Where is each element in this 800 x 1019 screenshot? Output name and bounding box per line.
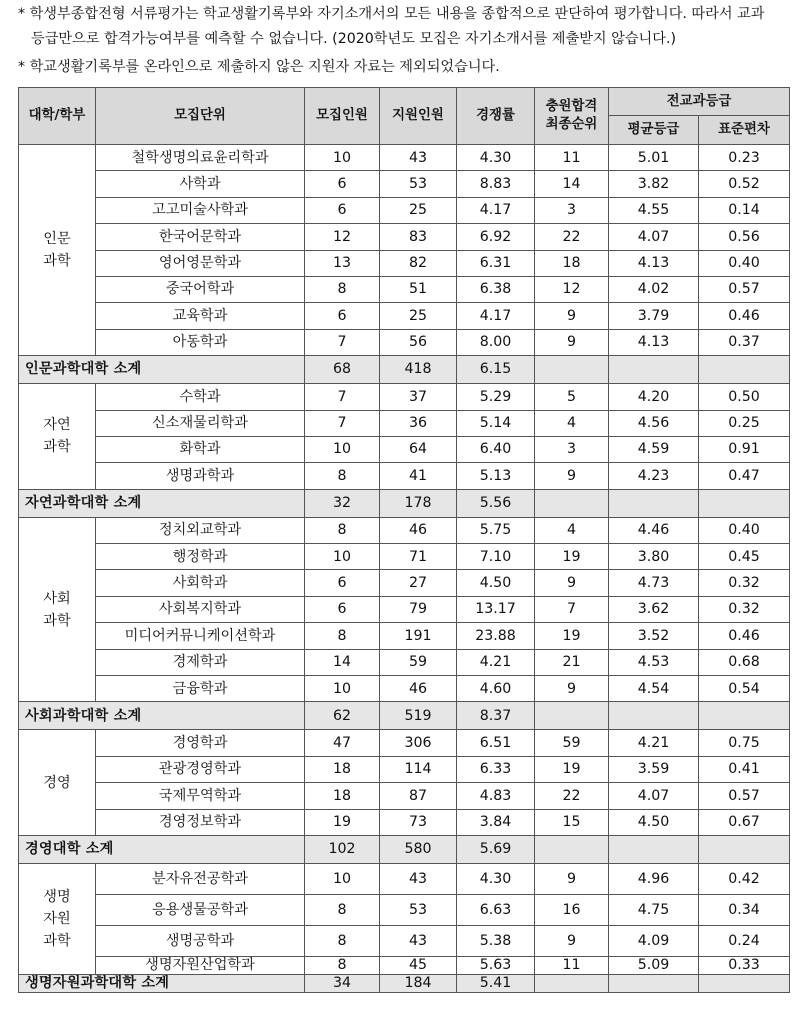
- subtotal-applicants: 519: [380, 702, 457, 730]
- unit-cell: 아동학과: [96, 329, 305, 355]
- table-row: [19, 329, 790, 355]
- note-1: * 학생부종합전형 서류평가는 학교생활기록부와 자기소개서의 모든 내용을 종합적으로 판단하여 평가합니다. 따라서 교과 등급만으로 합격가능여부를 예측할 수 없습니다. (2020학년도 모집은 자기소개서를 제출받지 않습니다.): [18, 6, 765, 47]
- subtotal-label: 생명자원과학대학 소계: [19, 974, 305, 992]
- avg-cell: 4.13: [609, 329, 699, 355]
- table-row: [19, 171, 790, 197]
- avg-cell: 4.20: [609, 384, 699, 410]
- table-row: [19, 145, 790, 171]
- sd-cell: 0.68: [699, 649, 790, 675]
- ratio-cell: 13.17: [457, 596, 535, 622]
- avg-cell: 5.09: [609, 956, 699, 974]
- rank-cell: 4: [535, 410, 609, 436]
- table-row: [19, 384, 790, 410]
- quota-cell: 14: [305, 649, 380, 675]
- unit-cell: 미디어커뮤니케이션학과: [96, 623, 305, 649]
- avg-cell: 3.79: [609, 303, 699, 329]
- unit-cell: 경제학과: [96, 649, 305, 675]
- avg-cell: 5.01: [609, 145, 699, 171]
- rank-cell: 16: [535, 894, 609, 925]
- applicants-cell: 59: [380, 649, 457, 675]
- unit-cell: 신소재물리학과: [96, 410, 305, 436]
- quota-cell: 10: [305, 436, 380, 462]
- rank-cell: 3: [535, 197, 609, 223]
- rank-cell: 7: [535, 596, 609, 622]
- sd-cell: 0.14: [699, 197, 790, 223]
- subtotal-blank-cell: [699, 356, 790, 384]
- quota-cell: 8: [305, 517, 380, 543]
- sd-cell: 0.37: [699, 329, 790, 355]
- subtotal-blank-cell: [609, 489, 699, 517]
- ratio-cell: 3.84: [457, 809, 535, 835]
- rank-cell: 9: [535, 676, 609, 702]
- table-row: [19, 197, 790, 223]
- rank-cell: 19: [535, 623, 609, 649]
- rank-cell: 9: [535, 863, 609, 894]
- unit-cell: 화학과: [96, 436, 305, 462]
- quota-cell: 8: [305, 956, 380, 974]
- quota-cell: 7: [305, 329, 380, 355]
- subtotal-applicants: 580: [380, 835, 457, 863]
- avg-cell: 4.73: [609, 570, 699, 596]
- avg-cell: 3.59: [609, 756, 699, 782]
- rank-cell: 4: [535, 517, 609, 543]
- sd-cell: 0.45: [699, 544, 790, 570]
- rank-cell: 19: [535, 756, 609, 782]
- applicants-cell: 306: [380, 730, 457, 756]
- college-cell: 생명 자원 과학: [19, 863, 96, 974]
- ratio-cell: 6.51: [457, 730, 535, 756]
- ratio-cell: 4.60: [457, 676, 535, 702]
- header-ratio: 경쟁률: [457, 88, 535, 145]
- unit-cell: 생명공학과: [96, 925, 305, 956]
- college-cell: 경영: [19, 730, 96, 836]
- applicants-cell: 87: [380, 783, 457, 809]
- quota-cell: 6: [305, 596, 380, 622]
- ratio-cell: 5.13: [457, 463, 535, 489]
- subtotal-label: 사회과학대학 소계: [19, 702, 305, 730]
- applicants-cell: 191: [380, 623, 457, 649]
- applicants-cell: 71: [380, 544, 457, 570]
- ratio-cell: 6.92: [457, 224, 535, 250]
- subtotal-ratio: 8.37: [457, 702, 535, 730]
- unit-cell: 사회복지학과: [96, 596, 305, 622]
- rank-cell: 19: [535, 544, 609, 570]
- applicants-cell: 43: [380, 145, 457, 171]
- rank-cell: 15: [535, 809, 609, 835]
- subtotal-applicants: 418: [380, 356, 457, 384]
- subtotal-blank-cell: [609, 702, 699, 730]
- quota-cell: 6: [305, 197, 380, 223]
- avg-cell: 4.96: [609, 863, 699, 894]
- unit-cell: 한국어문학과: [96, 224, 305, 250]
- sd-cell: 0.46: [699, 303, 790, 329]
- quota-cell: 6: [305, 171, 380, 197]
- subtotal-quota: 102: [305, 835, 380, 863]
- table-body: [19, 145, 790, 993]
- avg-cell: 4.55: [609, 197, 699, 223]
- subtotal-row: [19, 835, 790, 863]
- quota-cell: 8: [305, 925, 380, 956]
- table-row: [19, 224, 790, 250]
- subtotal-label: 경영대학 소계: [19, 835, 305, 863]
- table-row: [19, 863, 790, 894]
- subtotal-label: 인문과학대학 소계: [19, 356, 305, 384]
- rank-cell: 22: [535, 783, 609, 809]
- subtotal-blank-cell: [699, 702, 790, 730]
- ratio-cell: 8.83: [457, 171, 535, 197]
- applicants-cell: 27: [380, 570, 457, 596]
- college-cell: 사회 과학: [19, 517, 96, 702]
- unit-cell: 분자유전공학과: [96, 863, 305, 894]
- rank-cell: 9: [535, 303, 609, 329]
- rank-cell: 11: [535, 956, 609, 974]
- sd-cell: 0.67: [699, 809, 790, 835]
- applicants-cell: 37: [380, 384, 457, 410]
- subtotal-label: 자연과학대학 소계: [19, 489, 305, 517]
- quota-cell: 18: [305, 783, 380, 809]
- subtotal-quota: 32: [305, 489, 380, 517]
- applicants-cell: 56: [380, 329, 457, 355]
- unit-cell: 철학생명의료윤리학과: [96, 145, 305, 171]
- ratio-cell: 5.63: [457, 956, 535, 974]
- unit-cell: 중국어학과: [96, 276, 305, 302]
- ratio-cell: 7.10: [457, 544, 535, 570]
- applicants-cell: 64: [380, 436, 457, 462]
- quota-cell: 47: [305, 730, 380, 756]
- subtotal-blank-cell: [535, 974, 609, 992]
- ratio-cell: 6.63: [457, 894, 535, 925]
- subtotal-applicants: 178: [380, 489, 457, 517]
- quota-cell: 6: [305, 570, 380, 596]
- sd-cell: 0.40: [699, 517, 790, 543]
- header-sd: 표준편차: [699, 116, 790, 145]
- table-row: [19, 463, 790, 489]
- subtotal-quota: 34: [305, 974, 380, 992]
- ratio-cell: 23.88: [457, 623, 535, 649]
- quota-cell: 10: [305, 544, 380, 570]
- quota-cell: 10: [305, 863, 380, 894]
- table-row: [19, 956, 790, 974]
- applicants-cell: 25: [380, 197, 457, 223]
- rank-cell: 9: [535, 463, 609, 489]
- applicants-cell: 46: [380, 676, 457, 702]
- subtotal-ratio: 5.69: [457, 835, 535, 863]
- avg-cell: 4.07: [609, 783, 699, 809]
- avg-cell: 4.56: [609, 410, 699, 436]
- quota-cell: 8: [305, 463, 380, 489]
- ratio-cell: 5.14: [457, 410, 535, 436]
- avg-cell: 4.50: [609, 809, 699, 835]
- table-row: [19, 623, 790, 649]
- subtotal-blank-cell: [535, 702, 609, 730]
- table-row: [19, 783, 790, 809]
- sd-cell: 0.47: [699, 463, 790, 489]
- unit-cell: 응용생물공학과: [96, 894, 305, 925]
- avg-cell: 4.23: [609, 463, 699, 489]
- quota-cell: 19: [305, 809, 380, 835]
- unit-cell: 영어영문학과: [96, 250, 305, 276]
- ratio-cell: 6.31: [457, 250, 535, 276]
- subtotal-ratio: 6.15: [457, 356, 535, 384]
- ratio-cell: 6.40: [457, 436, 535, 462]
- rank-cell: 3: [535, 436, 609, 462]
- sd-cell: 0.54: [699, 676, 790, 702]
- table-row: [19, 517, 790, 543]
- subtotal-row: [19, 356, 790, 384]
- table-row: [19, 676, 790, 702]
- avg-cell: 4.21: [609, 730, 699, 756]
- unit-cell: 행정학과: [96, 544, 305, 570]
- table-row: [19, 250, 790, 276]
- quota-cell: 8: [305, 276, 380, 302]
- applicants-cell: 82: [380, 250, 457, 276]
- avg-cell: 3.62: [609, 596, 699, 622]
- header-applicants: 지원인원: [380, 88, 457, 145]
- applicants-cell: 79: [380, 596, 457, 622]
- subtotal-ratio: 5.56: [457, 489, 535, 517]
- sd-cell: 0.91: [699, 436, 790, 462]
- unit-cell: 고고미술사학과: [96, 197, 305, 223]
- avg-cell: 4.54: [609, 676, 699, 702]
- subtotal-blank-cell: [535, 489, 609, 517]
- applicants-cell: 53: [380, 894, 457, 925]
- subtotal-blank-cell: [609, 835, 699, 863]
- college-cell: 자연 과학: [19, 384, 96, 490]
- sd-cell: 0.40: [699, 250, 790, 276]
- header-row-1: [19, 88, 790, 116]
- rank-cell: 9: [535, 925, 609, 956]
- ratio-cell: 4.17: [457, 303, 535, 329]
- header-avg: 평균등급: [609, 116, 699, 145]
- subtotal-quota: 68: [305, 356, 380, 384]
- rank-cell: 22: [535, 224, 609, 250]
- applicants-cell: 25: [380, 303, 457, 329]
- admission-results-table: [18, 87, 790, 993]
- rank-cell: 9: [535, 329, 609, 355]
- rank-cell: 5: [535, 384, 609, 410]
- ratio-cell: 8.00: [457, 329, 535, 355]
- quota-cell: 8: [305, 623, 380, 649]
- subtotal-blank-cell: [535, 835, 609, 863]
- applicants-cell: 45: [380, 956, 457, 974]
- avg-cell: 4.46: [609, 517, 699, 543]
- sd-cell: 0.32: [699, 570, 790, 596]
- table-row: [19, 925, 790, 956]
- subtotal-row: [19, 489, 790, 517]
- avg-cell: 3.80: [609, 544, 699, 570]
- subtotal-applicants: 184: [380, 974, 457, 992]
- quota-cell: 8: [305, 894, 380, 925]
- rank-cell: 11: [535, 145, 609, 171]
- table-row: [19, 303, 790, 329]
- ratio-cell: 5.75: [457, 517, 535, 543]
- note-2: * 학교생활기록부를 온라인으로 제출하지 않은 지원자 자료는 제외되었습니다.: [18, 59, 500, 75]
- subtotal-row: [19, 974, 790, 992]
- table-row: [19, 730, 790, 756]
- sd-cell: 0.24: [699, 925, 790, 956]
- subtotal-blank-cell: [699, 974, 790, 992]
- table-row: [19, 544, 790, 570]
- table-row: [19, 596, 790, 622]
- sd-cell: 0.57: [699, 783, 790, 809]
- applicants-cell: 41: [380, 463, 457, 489]
- unit-cell: 수학과: [96, 384, 305, 410]
- sd-cell: 0.25: [699, 410, 790, 436]
- college-cell: 인문 과학: [19, 145, 96, 356]
- quota-cell: 10: [305, 676, 380, 702]
- sd-cell: 0.46: [699, 623, 790, 649]
- unit-cell: 생명자원산업학과: [96, 956, 305, 974]
- unit-cell: 정치외교학과: [96, 517, 305, 543]
- unit-cell: 금융학과: [96, 676, 305, 702]
- rank-cell: 12: [535, 276, 609, 302]
- applicants-cell: 83: [380, 224, 457, 250]
- avg-cell: 4.02: [609, 276, 699, 302]
- quota-cell: 18: [305, 756, 380, 782]
- table-row: [19, 756, 790, 782]
- table-row: [19, 276, 790, 302]
- applicants-cell: 43: [380, 863, 457, 894]
- table-row: [19, 894, 790, 925]
- sd-cell: 0.32: [699, 596, 790, 622]
- unit-cell: 경영정보학과: [96, 809, 305, 835]
- applicants-cell: 51: [380, 276, 457, 302]
- ratio-cell: 4.17: [457, 197, 535, 223]
- unit-cell: 경영학과: [96, 730, 305, 756]
- unit-cell: 생명과학과: [96, 463, 305, 489]
- sd-cell: 0.56: [699, 224, 790, 250]
- sd-cell: 0.33: [699, 956, 790, 974]
- header-quota: 모집인원: [305, 88, 380, 145]
- rank-cell: 18: [535, 250, 609, 276]
- ratio-cell: 4.30: [457, 863, 535, 894]
- avg-cell: 3.52: [609, 623, 699, 649]
- quota-cell: 6: [305, 303, 380, 329]
- header-rank: 충원합격 최종순위: [535, 88, 609, 145]
- table-row: [19, 809, 790, 835]
- sd-cell: 0.34: [699, 894, 790, 925]
- sd-cell: 0.50: [699, 384, 790, 410]
- quota-cell: 13: [305, 250, 380, 276]
- header-college: 대학/학부: [19, 88, 96, 145]
- applicants-cell: 114: [380, 756, 457, 782]
- avg-cell: 4.07: [609, 224, 699, 250]
- quota-cell: 10: [305, 145, 380, 171]
- table-row: [19, 649, 790, 675]
- sd-cell: 0.42: [699, 863, 790, 894]
- avg-cell: 4.53: [609, 649, 699, 675]
- applicants-cell: 46: [380, 517, 457, 543]
- ratio-cell: 5.29: [457, 384, 535, 410]
- applicants-cell: 53: [380, 171, 457, 197]
- avg-cell: 4.75: [609, 894, 699, 925]
- applicants-cell: 43: [380, 925, 457, 956]
- ratio-cell: 4.21: [457, 649, 535, 675]
- quota-cell: 12: [305, 224, 380, 250]
- unit-cell: 관광경영학과: [96, 756, 305, 782]
- sd-cell: 0.75: [699, 730, 790, 756]
- quota-cell: 7: [305, 410, 380, 436]
- ratio-cell: 4.83: [457, 783, 535, 809]
- subtotal-blank-cell: [699, 489, 790, 517]
- avg-cell: 4.59: [609, 436, 699, 462]
- ratio-cell: 5.38: [457, 925, 535, 956]
- table-row: [19, 410, 790, 436]
- table-row: [19, 570, 790, 596]
- unit-cell: 사학과: [96, 171, 305, 197]
- sd-cell: 0.52: [699, 171, 790, 197]
- subtotal-blank-cell: [609, 356, 699, 384]
- ratio-cell: 6.38: [457, 276, 535, 302]
- quota-cell: 7: [305, 384, 380, 410]
- subtotal-blank-cell: [699, 835, 790, 863]
- avg-cell: 3.82: [609, 171, 699, 197]
- header-unit: 모집단위: [96, 88, 305, 145]
- subtotal-row: [19, 702, 790, 730]
- notes: [18, 2, 794, 80]
- subtotal-ratio: 5.41: [457, 974, 535, 992]
- ratio-cell: 6.33: [457, 756, 535, 782]
- table-row: [19, 436, 790, 462]
- rank-cell: 14: [535, 171, 609, 197]
- unit-cell: 사회학과: [96, 570, 305, 596]
- header-grade-group: 전교과등급: [609, 88, 790, 116]
- subtotal-blank-cell: [535, 356, 609, 384]
- sd-cell: 0.41: [699, 756, 790, 782]
- subtotal-blank-cell: [609, 974, 699, 992]
- unit-cell: 교육학과: [96, 303, 305, 329]
- rank-cell: 21: [535, 649, 609, 675]
- sd-cell: 0.23: [699, 145, 790, 171]
- avg-cell: 4.09: [609, 925, 699, 956]
- rank-cell: 59: [535, 730, 609, 756]
- ratio-cell: 4.30: [457, 145, 535, 171]
- subtotal-quota: 62: [305, 702, 380, 730]
- applicants-cell: 73: [380, 809, 457, 835]
- sd-cell: 0.57: [699, 276, 790, 302]
- applicants-cell: 36: [380, 410, 457, 436]
- unit-cell: 국제무역학과: [96, 783, 305, 809]
- avg-cell: 4.13: [609, 250, 699, 276]
- ratio-cell: 4.50: [457, 570, 535, 596]
- rank-cell: 9: [535, 570, 609, 596]
